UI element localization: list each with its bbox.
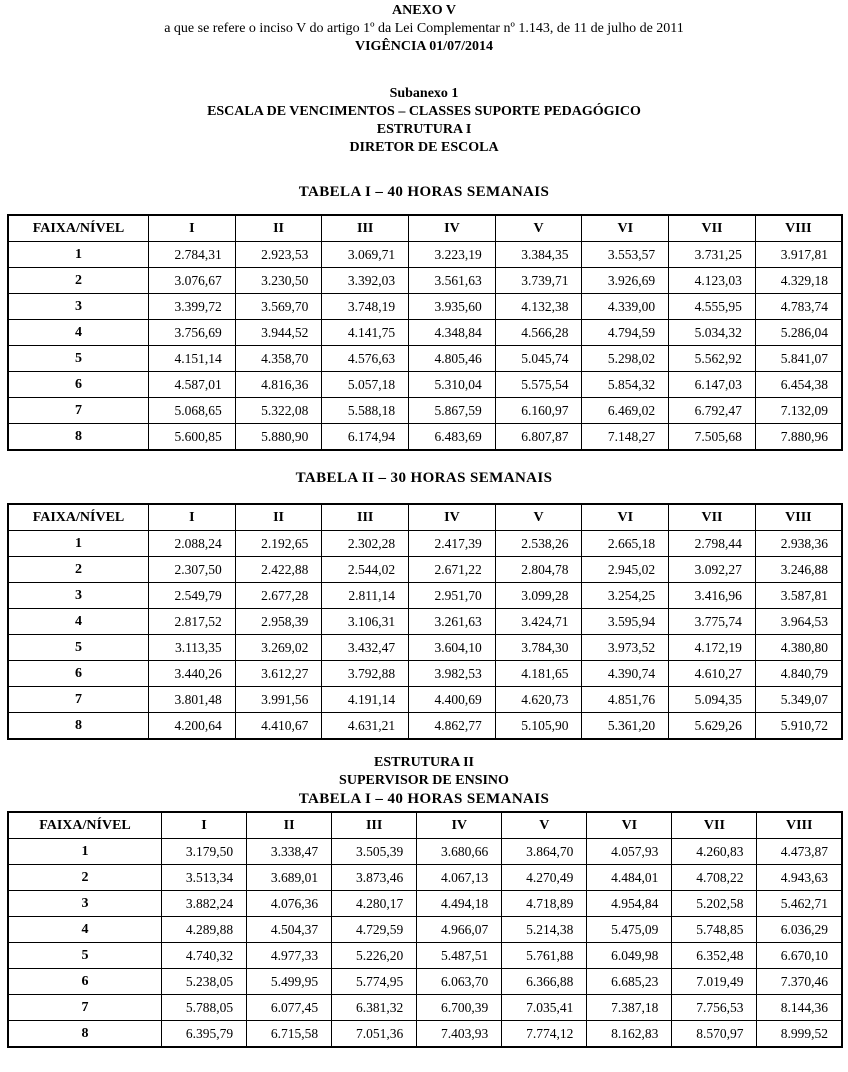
salary-value-cell: 3.424,71 bbox=[495, 609, 582, 635]
escala-title: ESCALA DE VENCIMENTOS – CLASSES SUPORTE PEDAGÓGICO bbox=[207, 104, 641, 119]
referencia-subtitle: a que se refere o inciso V do artigo 1º da Lei Complementar nº 1.143, de 11 de julho de 2011 bbox=[164, 21, 684, 36]
table-row bbox=[8, 320, 842, 346]
salary-value-cell: 5.286,04 bbox=[755, 320, 842, 346]
salary-value-cell: 3.254,25 bbox=[582, 583, 669, 609]
col-header-nivel-VI: VI bbox=[582, 504, 669, 531]
salary-value-cell: 5.910,72 bbox=[755, 713, 842, 740]
salary-value-cell: 3.775,74 bbox=[669, 609, 756, 635]
table-row bbox=[8, 531, 842, 557]
salary-value-cell: 7.505,68 bbox=[669, 424, 756, 451]
salary-table-supervisor-40h bbox=[7, 811, 843, 1048]
salary-value-cell: 4.260,83 bbox=[672, 839, 757, 865]
salary-value-cell: 4.631,21 bbox=[322, 713, 409, 740]
salary-value-cell: 3.935,60 bbox=[409, 294, 496, 320]
row-header-faixa: 7 bbox=[8, 995, 162, 1021]
salary-value-cell: 5.867,59 bbox=[409, 398, 496, 424]
salary-value-cell: 4.805,46 bbox=[409, 346, 496, 372]
salary-value-cell: 7.370,46 bbox=[757, 969, 842, 995]
salary-value-cell: 5.575,54 bbox=[495, 372, 582, 398]
row-header-faixa: 1 bbox=[8, 839, 162, 865]
table-2-body bbox=[8, 531, 842, 740]
salary-value-cell: 7.880,96 bbox=[755, 424, 842, 451]
col-header-faixa-nivel: FAIXA/NÍVEL bbox=[8, 504, 149, 531]
salary-value-cell: 6.381,32 bbox=[332, 995, 417, 1021]
estrutura-1-title: ESTRUTURA I bbox=[376, 122, 472, 137]
salary-value-cell: 4.270,49 bbox=[502, 865, 587, 891]
table-row bbox=[8, 398, 842, 424]
salary-value-cell: 4.067,13 bbox=[417, 865, 502, 891]
col-header-nivel-VII: VII bbox=[669, 504, 756, 531]
salary-value-cell: 5.310,04 bbox=[409, 372, 496, 398]
salary-value-cell: 5.068,65 bbox=[149, 398, 236, 424]
salary-value-cell: 5.034,32 bbox=[669, 320, 756, 346]
salary-value-cell: 5.226,20 bbox=[332, 943, 417, 969]
table-row bbox=[8, 294, 842, 320]
salary-value-cell: 3.612,27 bbox=[235, 661, 322, 687]
salary-value-cell: 2.811,14 bbox=[322, 583, 409, 609]
salary-value-cell: 3.748,19 bbox=[322, 294, 409, 320]
salary-value-cell: 4.057,93 bbox=[587, 839, 672, 865]
salary-value-cell: 6.366,88 bbox=[502, 969, 587, 995]
table-row bbox=[8, 583, 842, 609]
salary-value-cell: 4.566,28 bbox=[495, 320, 582, 346]
row-header-faixa: 8 bbox=[8, 424, 149, 451]
salary-value-cell: 3.113,35 bbox=[149, 635, 236, 661]
salary-value-cell: 3.756,69 bbox=[149, 320, 236, 346]
table-3-title: TABELA I – 40 HORAS SEMANAIS bbox=[298, 791, 550, 807]
salary-value-cell: 3.917,81 bbox=[755, 242, 842, 268]
row-header-faixa: 3 bbox=[8, 891, 162, 917]
col-header-nivel-V: V bbox=[495, 215, 582, 242]
salary-value-cell: 6.077,45 bbox=[247, 995, 332, 1021]
salary-value-cell: 4.966,07 bbox=[417, 917, 502, 943]
salary-value-cell: 4.504,37 bbox=[247, 917, 332, 943]
salary-value-cell: 4.191,14 bbox=[322, 687, 409, 713]
salary-value-cell: 5.105,90 bbox=[495, 713, 582, 740]
salary-value-cell: 3.338,47 bbox=[247, 839, 332, 865]
salary-value-cell: 3.269,02 bbox=[235, 635, 322, 661]
row-header-faixa: 2 bbox=[8, 557, 149, 583]
salary-value-cell: 3.926,69 bbox=[582, 268, 669, 294]
salary-value-cell: 4.729,59 bbox=[332, 917, 417, 943]
salary-value-cell: 2.422,88 bbox=[235, 557, 322, 583]
salary-value-cell: 3.392,03 bbox=[322, 268, 409, 294]
row-header-faixa: 8 bbox=[8, 1021, 162, 1048]
table-1-body bbox=[8, 242, 842, 451]
salary-value-cell: 2.538,26 bbox=[495, 531, 582, 557]
salary-value-cell: 6.483,69 bbox=[409, 424, 496, 451]
col-header-nivel-III: III bbox=[322, 504, 409, 531]
salary-value-cell: 4.151,14 bbox=[149, 346, 236, 372]
salary-value-cell: 4.280,17 bbox=[332, 891, 417, 917]
salary-value-cell: 6.700,39 bbox=[417, 995, 502, 1021]
salary-value-cell: 4.172,19 bbox=[669, 635, 756, 661]
anexo-title: ANEXO V bbox=[392, 3, 456, 18]
salary-value-cell: 6.685,23 bbox=[587, 969, 672, 995]
table-row bbox=[8, 346, 842, 372]
col-header-nivel-VII: VII bbox=[669, 215, 756, 242]
salary-value-cell: 2.665,18 bbox=[582, 531, 669, 557]
salary-value-cell: 3.076,67 bbox=[149, 268, 236, 294]
salary-value-cell: 2.192,65 bbox=[235, 531, 322, 557]
salary-value-cell: 4.494,18 bbox=[417, 891, 502, 917]
salary-value-cell: 3.505,39 bbox=[332, 839, 417, 865]
salary-value-cell: 7.035,41 bbox=[502, 995, 587, 1021]
salary-value-cell: 4.783,74 bbox=[755, 294, 842, 320]
salary-value-cell: 3.223,19 bbox=[409, 242, 496, 268]
salary-value-cell: 3.432,47 bbox=[322, 635, 409, 661]
salary-value-cell: 7.148,27 bbox=[582, 424, 669, 451]
estrutura-2-heading-block bbox=[0, 754, 848, 808]
salary-value-cell: 6.160,97 bbox=[495, 398, 582, 424]
salary-value-cell: 4.123,03 bbox=[669, 268, 756, 294]
salary-value-cell: 3.991,56 bbox=[235, 687, 322, 713]
salary-value-cell: 5.298,02 bbox=[582, 346, 669, 372]
col-header-nivel-II: II bbox=[235, 215, 322, 242]
row-header-faixa: 4 bbox=[8, 320, 149, 346]
salary-value-cell: 5.349,07 bbox=[755, 687, 842, 713]
salary-value-cell: 4.610,27 bbox=[669, 661, 756, 687]
col-header-nivel-VIII: VIII bbox=[757, 812, 842, 839]
table-3-body bbox=[8, 839, 842, 1048]
salary-value-cell: 5.214,38 bbox=[502, 917, 587, 943]
row-header-faixa: 1 bbox=[8, 242, 149, 268]
row-header-faixa: 3 bbox=[8, 583, 149, 609]
row-header-faixa: 4 bbox=[8, 917, 162, 943]
table-3-header bbox=[8, 812, 842, 839]
table-row bbox=[8, 995, 842, 1021]
salary-value-cell: 6.174,94 bbox=[322, 424, 409, 451]
col-header-nivel-VI: VI bbox=[587, 812, 672, 839]
row-header-faixa: 4 bbox=[8, 609, 149, 635]
subanexo-1-heading-block bbox=[0, 85, 848, 157]
salary-value-cell: 6.395,79 bbox=[162, 1021, 247, 1048]
salary-value-cell: 4.718,89 bbox=[502, 891, 587, 917]
salary-value-cell: 7.051,36 bbox=[332, 1021, 417, 1048]
salary-value-cell: 3.801,48 bbox=[149, 687, 236, 713]
salary-value-cell: 3.882,24 bbox=[162, 891, 247, 917]
col-header-nivel-IV: IV bbox=[409, 215, 496, 242]
table-row bbox=[8, 1021, 842, 1048]
table-row bbox=[8, 839, 842, 865]
salary-value-cell: 3.569,70 bbox=[235, 294, 322, 320]
salary-value-cell: 8.144,36 bbox=[757, 995, 842, 1021]
salary-value-cell: 8.570,97 bbox=[672, 1021, 757, 1048]
row-header-faixa: 7 bbox=[8, 398, 149, 424]
row-header-faixa: 3 bbox=[8, 294, 149, 320]
salary-value-cell: 3.595,94 bbox=[582, 609, 669, 635]
salary-value-cell: 7.019,49 bbox=[672, 969, 757, 995]
salary-value-cell: 5.588,18 bbox=[322, 398, 409, 424]
salary-value-cell: 6.036,29 bbox=[757, 917, 842, 943]
col-header-faixa-nivel: FAIXA/NÍVEL bbox=[8, 812, 162, 839]
salary-value-cell: 5.475,09 bbox=[587, 917, 672, 943]
salary-value-cell: 4.289,88 bbox=[162, 917, 247, 943]
col-header-nivel-IV: IV bbox=[409, 504, 496, 531]
salary-value-cell: 3.587,81 bbox=[755, 583, 842, 609]
row-header-faixa: 6 bbox=[8, 372, 149, 398]
salary-value-cell: 2.945,02 bbox=[582, 557, 669, 583]
header-row bbox=[8, 504, 842, 531]
salary-value-cell: 3.784,30 bbox=[495, 635, 582, 661]
salary-value-cell: 5.841,07 bbox=[755, 346, 842, 372]
table-row bbox=[8, 713, 842, 740]
salary-value-cell: 5.600,85 bbox=[149, 424, 236, 451]
salary-value-cell: 6.063,70 bbox=[417, 969, 502, 995]
row-header-faixa: 7 bbox=[8, 687, 149, 713]
salary-value-cell: 4.576,63 bbox=[322, 346, 409, 372]
table-row bbox=[8, 917, 842, 943]
salary-value-cell: 4.358,70 bbox=[235, 346, 322, 372]
salary-value-cell: 3.553,57 bbox=[582, 242, 669, 268]
header-row bbox=[8, 812, 842, 839]
salary-value-cell: 5.761,88 bbox=[502, 943, 587, 969]
col-header-nivel-V: V bbox=[502, 812, 587, 839]
col-header-nivel-V: V bbox=[495, 504, 582, 531]
salary-value-cell: 8.162,83 bbox=[587, 1021, 672, 1048]
salary-value-cell: 4.473,87 bbox=[757, 839, 842, 865]
table-row bbox=[8, 635, 842, 661]
salary-value-cell: 2.804,78 bbox=[495, 557, 582, 583]
estrutura-2-title: ESTRUTURA II bbox=[374, 755, 474, 770]
salary-value-cell: 4.851,76 bbox=[582, 687, 669, 713]
salary-value-cell: 4.954,84 bbox=[587, 891, 672, 917]
salary-value-cell: 3.230,50 bbox=[235, 268, 322, 294]
col-header-faixa-nivel: FAIXA/NÍVEL bbox=[8, 215, 149, 242]
salary-value-cell: 7.756,53 bbox=[672, 995, 757, 1021]
table-row bbox=[8, 661, 842, 687]
salary-value-cell: 4.794,59 bbox=[582, 320, 669, 346]
salary-value-cell: 2.817,52 bbox=[149, 609, 236, 635]
salary-value-cell: 3.561,63 bbox=[409, 268, 496, 294]
salary-value-cell: 2.951,70 bbox=[409, 583, 496, 609]
salary-value-cell: 5.045,74 bbox=[495, 346, 582, 372]
salary-value-cell: 4.484,01 bbox=[587, 865, 672, 891]
table-row bbox=[8, 969, 842, 995]
table-row bbox=[8, 687, 842, 713]
col-header-nivel-I: I bbox=[149, 504, 236, 531]
salary-value-cell: 6.352,48 bbox=[672, 943, 757, 969]
salary-value-cell: 4.200,64 bbox=[149, 713, 236, 740]
col-header-nivel-VII: VII bbox=[672, 812, 757, 839]
col-header-nivel-I: I bbox=[162, 812, 247, 839]
salary-value-cell: 3.179,50 bbox=[162, 839, 247, 865]
row-header-faixa: 5 bbox=[8, 346, 149, 372]
salary-value-cell: 6.454,38 bbox=[755, 372, 842, 398]
table-row bbox=[8, 424, 842, 451]
salary-value-cell: 3.440,26 bbox=[149, 661, 236, 687]
col-header-nivel-I: I bbox=[149, 215, 236, 242]
salary-value-cell: 3.731,25 bbox=[669, 242, 756, 268]
salary-value-cell: 5.094,35 bbox=[669, 687, 756, 713]
salary-value-cell: 2.958,39 bbox=[235, 609, 322, 635]
salary-value-cell: 3.944,52 bbox=[235, 320, 322, 346]
table-1-title: TABELA I – 40 HORAS SEMANAIS bbox=[298, 184, 550, 200]
salary-value-cell: 3.416,96 bbox=[669, 583, 756, 609]
salary-value-cell: 2.798,44 bbox=[669, 531, 756, 557]
salary-value-cell: 4.620,73 bbox=[495, 687, 582, 713]
salary-value-cell: 4.740,32 bbox=[162, 943, 247, 969]
table-row bbox=[8, 609, 842, 635]
col-header-nivel-II: II bbox=[235, 504, 322, 531]
table-1-header bbox=[8, 215, 842, 242]
salary-value-cell: 2.549,79 bbox=[149, 583, 236, 609]
salary-value-cell: 5.854,32 bbox=[582, 372, 669, 398]
salary-value-cell: 5.880,90 bbox=[235, 424, 322, 451]
salary-table-diretor-30h bbox=[7, 503, 843, 740]
table-row bbox=[8, 268, 842, 294]
table-2-header bbox=[8, 504, 842, 531]
salary-value-cell: 4.840,79 bbox=[755, 661, 842, 687]
salary-value-cell: 5.562,92 bbox=[669, 346, 756, 372]
col-header-nivel-III: III bbox=[332, 812, 417, 839]
salary-value-cell: 3.106,31 bbox=[322, 609, 409, 635]
salary-value-cell: 4.141,75 bbox=[322, 320, 409, 346]
subanexo-title: Subanexo 1 bbox=[389, 86, 459, 101]
salary-value-cell: 6.792,47 bbox=[669, 398, 756, 424]
salary-value-cell: 7.132,09 bbox=[755, 398, 842, 424]
salary-value-cell: 5.774,95 bbox=[332, 969, 417, 995]
salary-value-cell: 3.384,35 bbox=[495, 242, 582, 268]
header-row bbox=[8, 215, 842, 242]
table-row bbox=[8, 242, 842, 268]
salary-value-cell: 2.307,50 bbox=[149, 557, 236, 583]
cargo-supervisor-title: SUPERVISOR DE ENSINO bbox=[339, 773, 509, 788]
row-header-faixa: 5 bbox=[8, 943, 162, 969]
salary-value-cell: 3.792,88 bbox=[322, 661, 409, 687]
salary-value-cell: 7.403,93 bbox=[417, 1021, 502, 1048]
salary-value-cell: 2.784,31 bbox=[149, 242, 236, 268]
salary-value-cell: 5.238,05 bbox=[162, 969, 247, 995]
salary-value-cell: 5.487,51 bbox=[417, 943, 502, 969]
salary-value-cell: 6.670,10 bbox=[757, 943, 842, 969]
salary-value-cell: 3.099,28 bbox=[495, 583, 582, 609]
salary-value-cell: 3.982,53 bbox=[409, 661, 496, 687]
salary-value-cell: 2.544,02 bbox=[322, 557, 409, 583]
salary-value-cell: 2.417,39 bbox=[409, 531, 496, 557]
salary-value-cell: 7.774,12 bbox=[502, 1021, 587, 1048]
row-header-faixa: 6 bbox=[8, 661, 149, 687]
salary-value-cell: 4.708,22 bbox=[672, 865, 757, 891]
salary-value-cell: 3.246,88 bbox=[755, 557, 842, 583]
col-header-nivel-VI: VI bbox=[582, 215, 669, 242]
salary-value-cell: 3.069,71 bbox=[322, 242, 409, 268]
salary-value-cell: 2.938,36 bbox=[755, 531, 842, 557]
salary-value-cell: 4.390,74 bbox=[582, 661, 669, 687]
salary-value-cell: 7.387,18 bbox=[587, 995, 672, 1021]
salary-value-cell: 5.322,08 bbox=[235, 398, 322, 424]
col-header-nivel-II: II bbox=[247, 812, 332, 839]
salary-value-cell: 2.923,53 bbox=[235, 242, 322, 268]
salary-value-cell: 3.964,53 bbox=[755, 609, 842, 635]
vigencia-line: VIGÊNCIA 01/07/2014 bbox=[354, 39, 494, 54]
salary-value-cell: 6.807,87 bbox=[495, 424, 582, 451]
row-header-faixa: 2 bbox=[8, 865, 162, 891]
salary-value-cell: 2.302,28 bbox=[322, 531, 409, 557]
col-header-nivel-VIII: VIII bbox=[755, 215, 842, 242]
salary-value-cell: 3.689,01 bbox=[247, 865, 332, 891]
salary-value-cell: 5.361,20 bbox=[582, 713, 669, 740]
salary-value-cell: 4.816,36 bbox=[235, 372, 322, 398]
salary-value-cell: 5.462,71 bbox=[757, 891, 842, 917]
row-header-faixa: 6 bbox=[8, 969, 162, 995]
salary-value-cell: 5.057,18 bbox=[322, 372, 409, 398]
row-header-faixa: 5 bbox=[8, 635, 149, 661]
row-header-faixa: 1 bbox=[8, 531, 149, 557]
salary-value-cell: 3.261,63 bbox=[409, 609, 496, 635]
salary-value-cell: 4.587,01 bbox=[149, 372, 236, 398]
salary-value-cell: 3.092,27 bbox=[669, 557, 756, 583]
salary-value-cell: 2.671,22 bbox=[409, 557, 496, 583]
salary-value-cell: 3.680,66 bbox=[417, 839, 502, 865]
row-header-faixa: 8 bbox=[8, 713, 149, 740]
row-header-faixa: 2 bbox=[8, 268, 149, 294]
table-2-title: TABELA II – 30 HORAS SEMANAIS bbox=[295, 470, 553, 486]
table-row bbox=[8, 557, 842, 583]
salary-value-cell: 3.604,10 bbox=[409, 635, 496, 661]
salary-value-cell: 5.748,85 bbox=[672, 917, 757, 943]
table-row bbox=[8, 372, 842, 398]
salary-value-cell: 4.329,18 bbox=[755, 268, 842, 294]
salary-value-cell: 4.076,36 bbox=[247, 891, 332, 917]
salary-value-cell: 4.132,38 bbox=[495, 294, 582, 320]
salary-table-diretor-40h bbox=[7, 214, 843, 451]
salary-value-cell: 6.715,58 bbox=[247, 1021, 332, 1048]
salary-value-cell: 6.469,02 bbox=[582, 398, 669, 424]
salary-value-cell: 4.400,69 bbox=[409, 687, 496, 713]
salary-value-cell: 5.629,26 bbox=[669, 713, 756, 740]
salary-value-cell: 4.410,67 bbox=[235, 713, 322, 740]
salary-value-cell: 4.339,00 bbox=[582, 294, 669, 320]
col-header-nivel-VIII: VIII bbox=[755, 504, 842, 531]
salary-value-cell: 3.873,46 bbox=[332, 865, 417, 891]
salary-value-cell: 5.788,05 bbox=[162, 995, 247, 1021]
salary-value-cell: 6.147,03 bbox=[669, 372, 756, 398]
salary-value-cell: 4.181,65 bbox=[495, 661, 582, 687]
salary-value-cell: 4.862,77 bbox=[409, 713, 496, 740]
col-header-nivel-IV: IV bbox=[417, 812, 502, 839]
salary-value-cell: 4.977,33 bbox=[247, 943, 332, 969]
salary-value-cell: 6.049,98 bbox=[587, 943, 672, 969]
col-header-nivel-III: III bbox=[322, 215, 409, 242]
salary-value-cell: 3.513,34 bbox=[162, 865, 247, 891]
salary-value-cell: 2.088,24 bbox=[149, 531, 236, 557]
salary-value-cell: 3.399,72 bbox=[149, 294, 236, 320]
salary-value-cell: 4.380,80 bbox=[755, 635, 842, 661]
salary-value-cell: 4.555,95 bbox=[669, 294, 756, 320]
salary-value-cell: 4.348,84 bbox=[409, 320, 496, 346]
salary-value-cell: 5.202,58 bbox=[672, 891, 757, 917]
salary-value-cell: 4.943,63 bbox=[757, 865, 842, 891]
salary-value-cell: 8.999,52 bbox=[757, 1021, 842, 1048]
cargo-diretor-title: DIRETOR DE ESCOLA bbox=[349, 140, 499, 155]
salary-value-cell: 3.973,52 bbox=[582, 635, 669, 661]
salary-value-cell: 5.499,95 bbox=[247, 969, 332, 995]
salary-value-cell: 2.677,28 bbox=[235, 583, 322, 609]
salary-value-cell: 3.739,71 bbox=[495, 268, 582, 294]
salary-value-cell: 3.864,70 bbox=[502, 839, 587, 865]
table-row bbox=[8, 891, 842, 917]
table-row bbox=[8, 865, 842, 891]
table-row bbox=[8, 943, 842, 969]
